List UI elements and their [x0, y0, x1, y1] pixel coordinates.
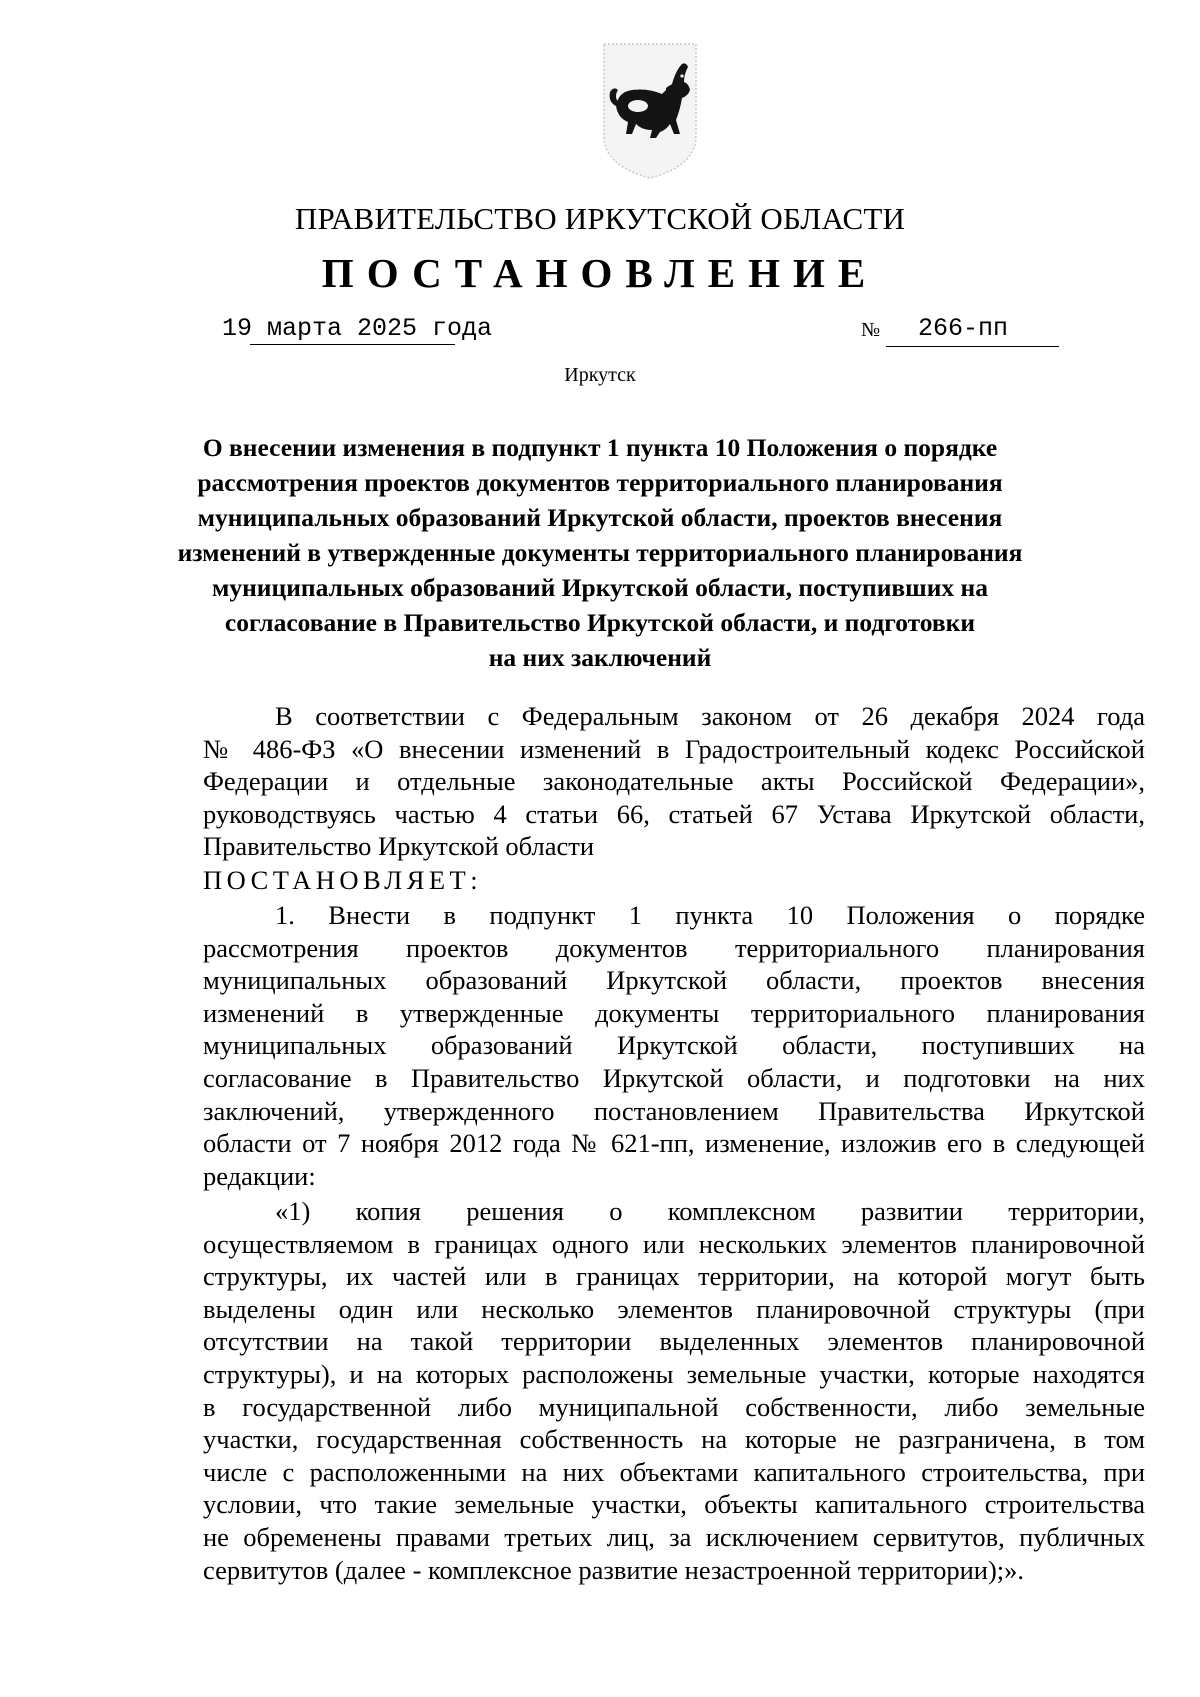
document-date: 19 марта 2025 года — [222, 314, 493, 343]
organization-name: ПРАВИТЕЛЬСТВО ИРКУТСКОЙ ОБЛАСТИ — [294, 201, 906, 236]
quote-line: «1) копия решения о комплексном развитии территории, — [275, 1196, 1145, 1226]
number-sign: № — [861, 319, 881, 341]
quote-line: условии, что такие земельные участки, объекты капитального строительства — [203, 1489, 1145, 1520]
quote-line: структуры), и на которых расположены земельные участки, которые находятся — [203, 1358, 1145, 1389]
item-1-paragraph — [203, 899, 1145, 1192]
title-line: изменений в утвержденные документы территориального планирования — [177, 538, 1023, 567]
quote-line: в государственной либо муниципальной собственности, либо земельные — [203, 1391, 1145, 1422]
title-line: рассмотрения проектов документов территориального планирования — [197, 468, 1003, 497]
preamble-paragraph — [203, 700, 1145, 863]
preamble-line: В соответствии с Федеральным законом от 26 декабря 2024 года — [275, 701, 1145, 731]
preamble-line: Федерации и отдельные законодательные акты Российской Федерации», — [203, 766, 1145, 797]
quote-line: осуществляемом в границах одного или нескольких элементов планировочной — [203, 1228, 1145, 1259]
quote-line: выделены один или несколько элементов планировочной структуры (при — [203, 1293, 1145, 1324]
item-1-line: муниципальных образований Иркутской области, поступивших на — [203, 1030, 1145, 1061]
preamble-line: Правительство Иркутской области — [203, 831, 595, 862]
quote-line: структуры, их частей или в границах территории, на которой могут быть — [203, 1261, 1145, 1292]
item-1-line: рассмотрения проектов документов территориального планирования — [203, 932, 1145, 963]
title-line: на них заключений — [488, 643, 712, 672]
resolves-heading: ПОСТАНОВЛЯЕТ: — [203, 865, 483, 895]
preamble-line: № 486-ФЗ «О внесении изменений в Градостроительный кодекс Российской — [203, 733, 1145, 764]
preamble-line: руководствуясь частью 4 статьи 66, статьей 67 Устава Иркутской области, — [203, 798, 1145, 829]
quote-line: отсутствии на такой территории выделенных элементов планировочной — [203, 1326, 1145, 1357]
quote-line: участки, государственная собственность на которые не разграничена, в том — [203, 1424, 1145, 1455]
item-1-line: изменений в утвержденные документы территориального планирования — [203, 997, 1145, 1028]
item-1-line: согласование в Правительство Иркутской области, и подготовки на них — [203, 1062, 1145, 1093]
quote-line: числе с расположенными на них объектами капитального строительства, при — [203, 1456, 1145, 1487]
item-1-line: редакции: — [203, 1160, 316, 1191]
title-line: муниципальных образований Иркутской области, поступивших на — [212, 573, 988, 602]
item-1-line: муниципальных образований Иркутской области, проектов внесения — [203, 965, 1145, 996]
city-name: Иркутск — [564, 364, 636, 386]
title-line: О внесении изменения в подпункт 1 пункта 10 Положения о порядке — [202, 433, 998, 462]
title-line: согласование в Правительство Иркутской области, и подготовки — [224, 608, 976, 637]
title-line: муниципальных образований Иркутской области, проектов внесения — [197, 503, 1003, 532]
date-underline — [250, 344, 455, 345]
coat-of-arms-icon — [596, 40, 704, 180]
item-1-line: области от 7 ноября 2012 года № 621-пп, изменение, изложив его в следующей — [203, 1128, 1145, 1159]
quote-line: сервитутов (далее - комплексное развитие незастроенной территории);». — [203, 1554, 1025, 1585]
document-number: 266-пп — [918, 314, 1009, 343]
item-1-line: заключений, утвержденного постановлением Правительства Иркутской — [203, 1095, 1145, 1126]
item-1-line: 1. Внести в подпункт 1 пункта 10 Положения о порядке — [275, 900, 1145, 930]
quoted-provision-paragraph — [203, 1195, 1145, 1586]
document-type: ПОСТАНОВЛЕНИЕ — [321, 250, 879, 296]
number-underline — [886, 346, 1059, 347]
quote-line: не обременены правами третьих лиц, за исключением сервитутов, публичных — [203, 1521, 1145, 1552]
document-title — [0, 430, 1200, 675]
